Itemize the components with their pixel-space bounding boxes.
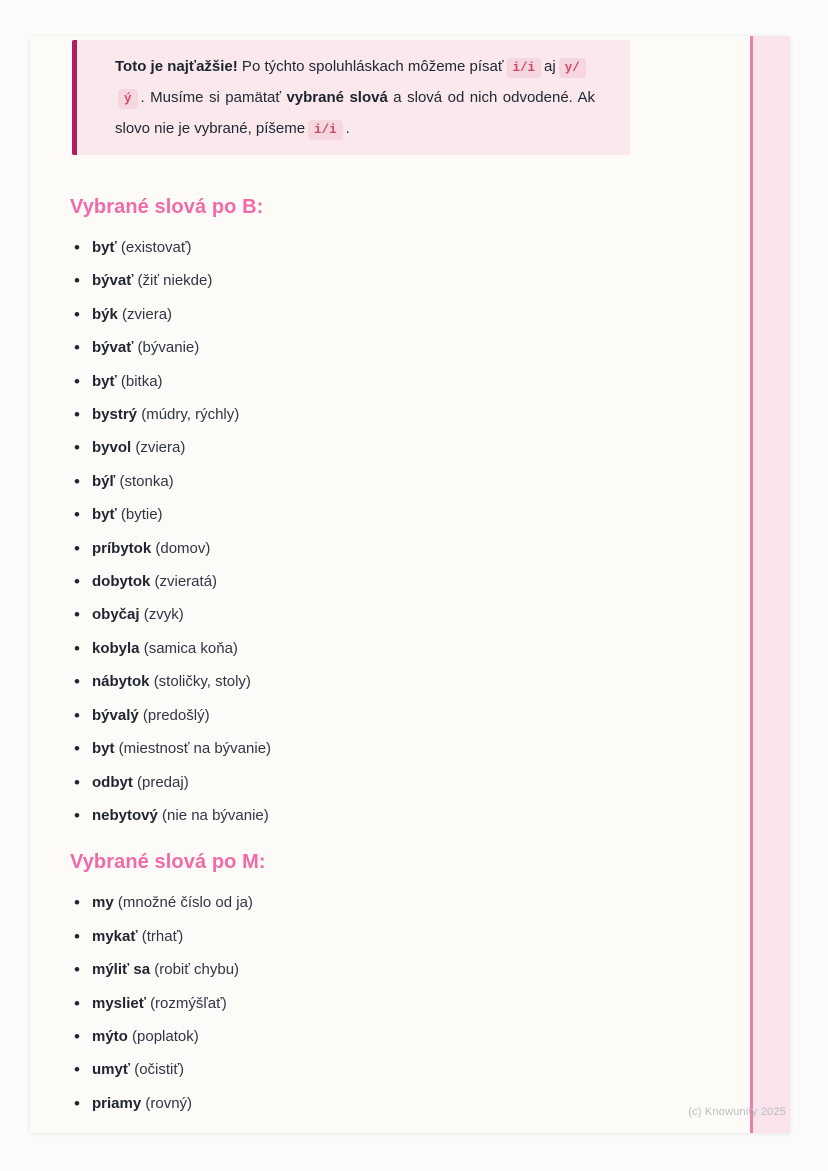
callout-text: a slová od nich odvodené. Ak slovo nie je vybrané, píšeme [115, 89, 595, 137]
word: myslieť [92, 994, 146, 1012]
meaning: (bitka) [120, 372, 163, 390]
word: byť [92, 506, 117, 524]
list-item [72, 365, 744, 398]
meaning: (stoličky, stoly) [153, 673, 251, 691]
word: mýliť sa [92, 961, 151, 979]
meaning: (očistiť) [134, 1061, 184, 1079]
list-item [72, 1087, 744, 1120]
meaning: (existovať) [120, 239, 192, 256]
word: nebytový [92, 806, 158, 824]
word: byt [92, 740, 115, 758]
word: dobytok [92, 573, 151, 591]
code-text: i/i [314, 123, 337, 137]
meaning: (stonka) [119, 472, 174, 490]
meaning: (múdry, rýchly) [141, 406, 240, 424]
copyright-watermark: (c) Knowunity 2025 [688, 1106, 786, 1118]
list-item [72, 632, 744, 665]
meaning: (bytie) [120, 506, 163, 524]
word: býľ [92, 472, 116, 490]
meaning: (domov) [155, 539, 211, 557]
word: obyčaj [92, 606, 140, 624]
meaning: (miestnosť na bývanie) [118, 740, 272, 758]
page-content [30, 36, 790, 1120]
meaning: (trhať) [141, 927, 184, 945]
word: bývať [92, 339, 134, 357]
inline-code-badge [507, 58, 542, 78]
document-page [30, 36, 790, 1133]
word: byť [92, 239, 117, 256]
list-item [72, 665, 744, 698]
word: býk [92, 305, 118, 323]
meaning: (samica koňa) [143, 639, 238, 657]
highlight-callout [72, 40, 630, 155]
word-list-b [72, 231, 744, 832]
code-text: y/ [564, 61, 580, 75]
word: príbytok [92, 539, 152, 557]
list-item [72, 398, 744, 431]
word: priamy [92, 1094, 142, 1112]
meaning: (nie na bývanie) [162, 806, 269, 824]
word: umyť [92, 1061, 131, 1079]
callout-text: . Musíme si pamätať [140, 89, 287, 106]
word-list-m [72, 886, 744, 1120]
word: mýto [92, 1027, 128, 1045]
section-heading-m: Vybrané slová po M: [70, 851, 266, 874]
word: kobyla [92, 639, 140, 657]
list-item [72, 598, 744, 631]
list-item [72, 298, 744, 331]
word: odbyt [92, 773, 133, 791]
word: my [92, 894, 114, 912]
word: bývalý [92, 706, 139, 724]
word: byvol [92, 439, 132, 457]
meaning: (množné číslo od ja) [117, 894, 253, 912]
meaning: (zviera) [135, 439, 186, 457]
meaning: (poplatok) [132, 1027, 199, 1045]
list-item [72, 231, 744, 264]
meaning: (bývanie) [137, 339, 200, 357]
list-item [72, 766, 744, 799]
word: nábytok [92, 673, 150, 691]
meaning: (rovný) [145, 1094, 193, 1112]
list-item [72, 699, 744, 732]
word: bývať [92, 272, 134, 290]
list-item [72, 987, 744, 1020]
section-heading-b: Vybrané slová po B: [70, 196, 264, 218]
callout-bold-intro: Toto je najťažšie! [115, 58, 238, 75]
callout-text: aj [544, 58, 556, 75]
word: mykať [92, 927, 138, 945]
list-item [72, 565, 744, 598]
meaning: (rozmýšľať) [150, 994, 227, 1012]
word: byť [92, 372, 117, 390]
meaning: (zvieratá) [154, 573, 218, 591]
list-item [72, 465, 744, 498]
list-item [72, 331, 744, 364]
code-text: ý [124, 92, 132, 106]
meaning: (zviera) [122, 305, 173, 323]
list-item [72, 732, 744, 765]
code-text: i/i [512, 61, 536, 75]
list-item [72, 498, 744, 531]
callout-bold-phrase: vybrané slová [286, 89, 388, 106]
list-item [72, 886, 744, 919]
meaning: (žiť niekde) [137, 272, 213, 290]
list-item [72, 532, 744, 565]
list-item [72, 920, 744, 953]
meaning: (predošlý) [142, 706, 210, 724]
word: bystrý [92, 406, 138, 424]
meaning: (robiť chybu) [154, 961, 240, 979]
list-item [72, 799, 744, 832]
list-item [72, 953, 744, 986]
list-item [72, 264, 744, 297]
callout-text: . [345, 120, 350, 137]
meaning: (predaj) [137, 773, 189, 791]
inline-code-badge [308, 120, 343, 140]
meaning: (zvyk) [143, 606, 184, 624]
callout-text: Po týchto spoluhláskach môžeme písať [237, 58, 504, 75]
list-item [72, 1053, 744, 1086]
list-item [72, 1020, 744, 1053]
list-item [72, 431, 744, 464]
